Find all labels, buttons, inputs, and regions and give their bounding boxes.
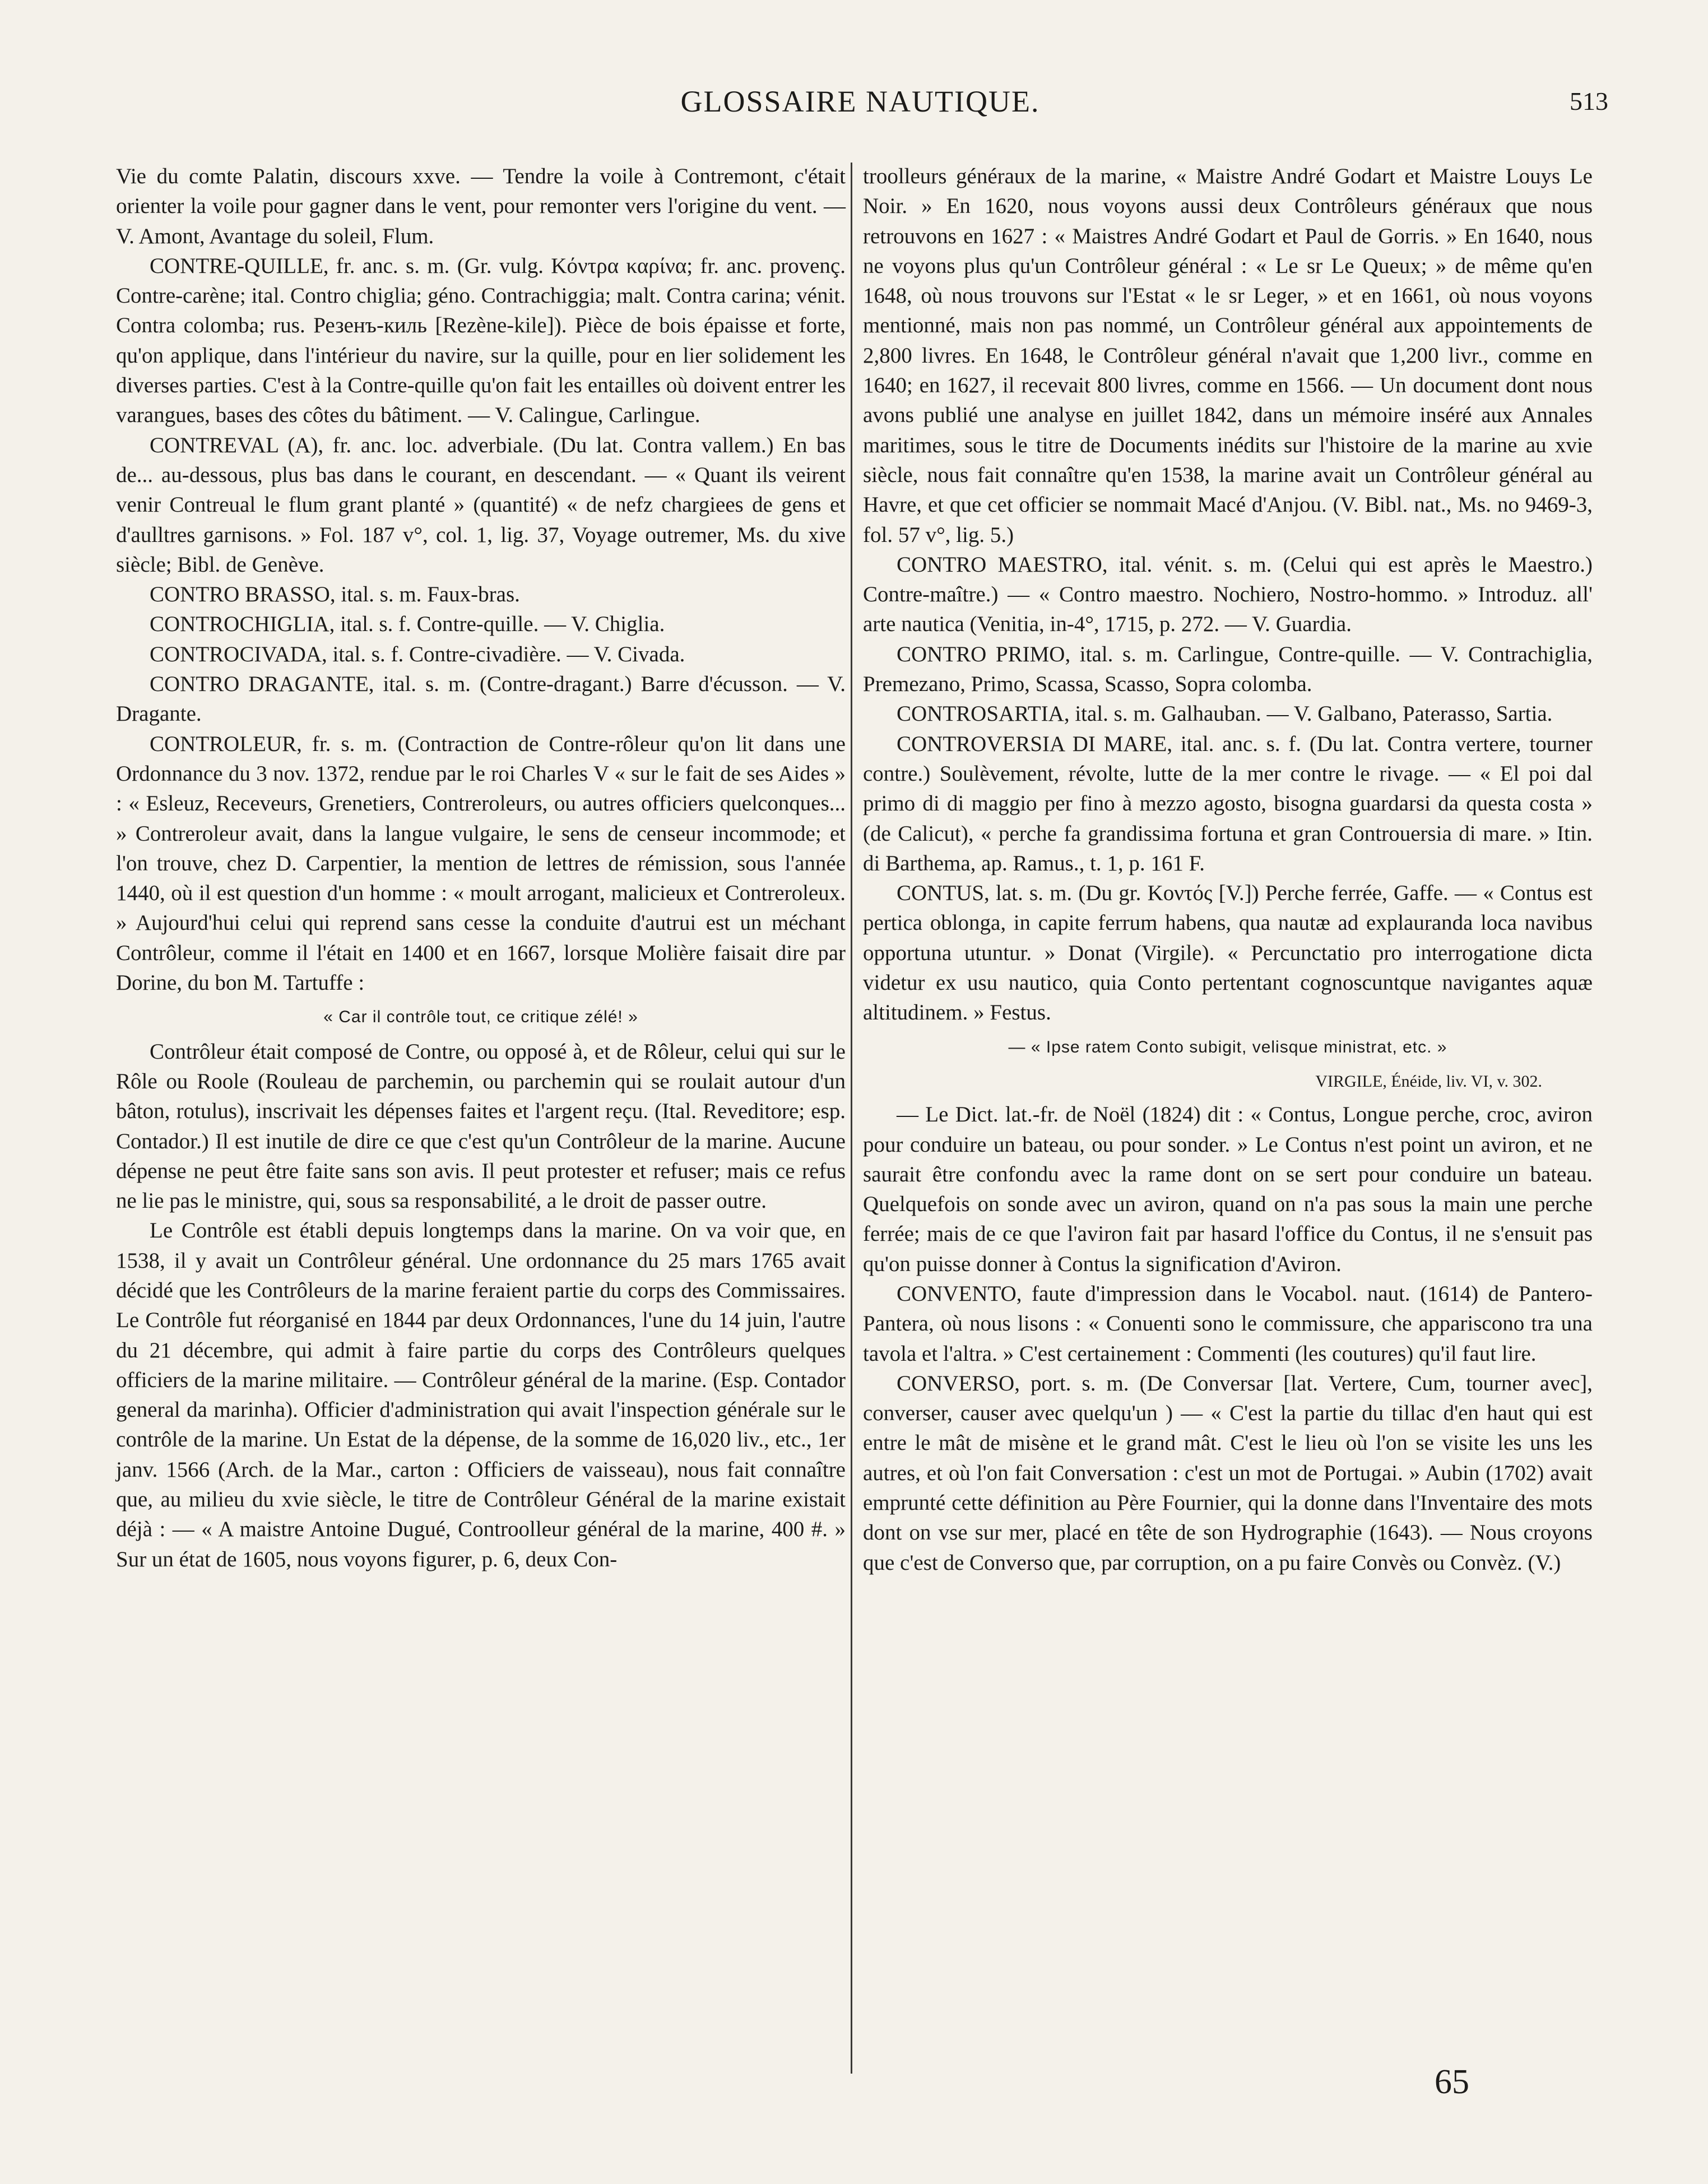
- entry-contro-dragante: CONTRO DRAGANTE, ital. s. m. (Contre-dragant.) Barre d'écusson. — V. Dragante.: [116, 672, 846, 726]
- continued-paragraph: Vie du comte Palatin, discours xxve. — Tendre la voile à Contremont, c'était orienter la voile pour gagner dans le vent, pour remonter vers l'origine du vent. — V. Amont, Avantage du soleil, Flum.: [116, 164, 846, 248]
- entry-controchiglia: CONTROCHIGLIA, ital. s. f. Contre-quille. — V. Chiglia.: [150, 612, 665, 637]
- left-column: [116, 161, 846, 1574]
- entry-controversia-di-mare: CONTROVERSIA DI MARE, ital. anc. s. f. (Du lat. Contra vertere, tourner contre.) Soulèvement, révolte, lutte de la mer contre le rivage. — « El poi dal primo di di maggio per fino à mezzo agosto, bisogna guardarsi da questa costa » (de Calicut), « perche fa grandissima fortuna et gran Controuersia di mare. » Itin. di Barthema, ap. Ramus., t. 1, p. 161 F.: [863, 731, 1593, 875]
- paragraph-controleur-etymology: Contrôleur était composé de Contre, ou opposé à, et de Rôleur, celui qui sur le Rôle ou Roole (Rouleau de parchemin, ou parchemin qui se roulait autour d'un bâton, rotulus), inscrivait les dépenses faites et l'argent reçu. (Ital. Reveditore; esp. Contador.) Il est inutile de dire ce que c'est qu'un Contrôleur de la marine. Aucune dépense ne peut être faite sans son avis. Il peut protester et refuser; mais ce refus ne lie pas le ministre, qui, sous sa responsabilité, a le droit de passer outre.: [116, 1039, 846, 1213]
- running-title: GLOSSAIRE NAUTIQUE.: [680, 85, 1040, 118]
- entry-contro-brasso: CONTRO BRASSO, ital. s. m. Faux-bras.: [150, 582, 520, 607]
- verse-quotation: « Car il contrôle tout, ce critique zélé! »: [323, 1008, 638, 1027]
- signature-mark: 65: [1435, 2063, 1469, 2101]
- verse-quotation-virgil: — « Ipse ratem Conto subigit, velisque ministrat, etc. »: [1008, 1037, 1447, 1056]
- entry-controsartia: CONTROSARTIA, ital. s. m. Galhauban. — V. Galbano, Paterasso, Sartia.: [897, 702, 1553, 726]
- right-column: [863, 161, 1593, 1578]
- page-number: 513: [1570, 87, 1608, 115]
- continued-paragraph-right: troolleurs généraux de la marine, « Maistre André Godart et Maistre Louys Le Noir. » En 1620, nous voyons aussi deux Contrôleurs généraux que nous retrouvons en 1627 : « Maistres André Godart et Paul de Gorris. » En 1640, nous ne voyons plus qu'un Contrôleur général : « Le sr Le Queux; » de même qu'en 1648, où nous trouvons sur l'Estat « le sr Leger, » et en 1661, où nous voyons mentionné, mais non pas nommé, un Contrôleur général aux appointements de 2,800 livres. En 1648, le Contrôleur général n'avait que 1,200 livr., comme en 1640; en 1627, il recevait 800 livres, comme en 1566. — Un document dont nous avons publié une analyse en juillet 1842, dans un mémoire inséré aux Annales maritimes, sous le titre de Documents inédits sur l'histoire de la marine au xvie siècle, nous fait connaître qu'en 1538, la marine avait un Contrôleur général au Havre, et que cet officier se nommait Macé d'Anjou. (V. Bibl. nat., Ms. no 9469-3, fol. 57 v°, lig. 5.): [863, 164, 1593, 547]
- page-header: [112, 84, 1608, 135]
- entry-contreval: CONTREVAL (A), fr. anc. loc. adverbiale. (Du lat. Contra vallem.) En bas de... au-dessous, plus bas dans le courant, en descendant. — « Quant ils veirent venir Contreual le flum grant planté » (quantité) « de nefz chargiees de gens et d'aulltres garnisons. » Fol. 187 v°, col. 1, lig. 37, Voyage outremer, Ms. du xive siècle; Bibl. de Genève.: [116, 433, 846, 577]
- entry-contre-quille: CONTRE-QUILLE, fr. anc. s. m. (Gr. vulg. Κόντρα καρίνα; fr. anc. provenç. Contre-carène; ital. Contro chiglia; géno. Contrachiggia; malt. Contra carina; vénit. Contra colomba; rus. Резенъ-киль [Rezène-kile]). Pièce de bois épaisse et forte, qu'on applique, dans l'intérieur du navire, sur la quille, pour en lier solidement les diverses parties. C'est à la Contre-quille qu'on fait les entailles où doivent entrer les varangues, bases des côtes du bâtiment. — V. Calingue, Carlingue.: [116, 253, 846, 428]
- paragraph-controle-history: Le Contrôle est établi depuis longtemps dans la marine. On va voir que, en 1538, il y avait un Contrôleur général. Une ordonnance du 25 mars 1765 avait décidé que les Contrôleurs de la marine feraient partie du corps des Commissaires. Le Contrôle fut réorganisé en 1844 par deux Ordonnances, l'une du 14 juin, l'autre du 21 décembre, qui admit à faire partie du corps des Contrôleurs quelques officiers de la marine militaire. — Contrôleur général de la marine. (Esp. Contador general da marinha). Officier d'administration qui avait l'inspection générale sur le contrôle de la marine. Un Estat de la dépense, de la somme de 16,020 liv., etc., 1er janv. 1566 (Arch. de la Mar., carton : Officiers de vaisseau), nous fait connaître que, au milieu du xvie siècle, le titre de Contrôleur Général de la marine existait déjà : — « A maistre Antoine Dugué, Controolleur général de la marine, 400 #. » Sur un état de 1605, nous voyons figurer, p. 6, deux Con-: [116, 1218, 846, 1571]
- entry-contro-primo: CONTRO PRIMO, ital. s. m. Carlingue, Contre-quille. — V. Contrachiglia, Premezano, Primo, Scassa, Scasso, Sopra colomba.: [863, 642, 1593, 697]
- entry-convento: CONVENTO, faute d'impression dans le Vocabol. naut. (1614) de Pantero-Pantera, où nous lisons : « Conuenti sono le commissure, che appariscono tra una tavola et l'altra. » C'est certainement : Commenti (les coutures) qu'il faut lire.: [863, 1281, 1593, 1366]
- paragraph-contus-noel: — Le Dict. lat.-fr. de Noël (1824) dit : « Contus, Longue perche, croc, aviron pour conduire un bateau, ou pour sonder. » Le Contus n'est point un aviron, et ne saurait être confondu avec la rame dont on se sert pour conduire un bateau. Quelquefois on sonde avec un aviron, quand on n'a pas sous la main une perche ferrée; mais de ce que l'aviron fait par hasard l'office du Contus, il ne s'ensuit pas qu'on puisse donner à Contus la signification d'Aviron.: [863, 1102, 1593, 1276]
- verse-source: VIRGILE, Énéide, liv. VI, v. 302.: [1315, 1072, 1542, 1091]
- entry-controleur: CONTROLEUR, fr. s. m. (Contraction de Contre-rôleur qu'on lit dans une Ordonnance du 3 nov. 1372, rendue par le roi Charles V « sur le fait de ses Aides » : « Esleuz, Receveurs, Grenetiers, Contreroleurs, ou autres officiers quelconques... » Contreroleur avait, dans la langue vulgaire, le sens de censeur incommode; et l'on trouve, chez D. Carpentier, la mention de lettres de rémission, sous l'année 1440, où il est question d'un homme : « moult arrogant, malicieux et Contreroleux. » Aujourd'hui celui qui reprend sans cesse la conduite d'autrui est un méchant Contrôleur, comme il l'était en 1400 et en 1667, lorsque Molière faisait dire par Dorine, du bon M. Tartuffe :: [116, 731, 846, 995]
- column-divider: [851, 163, 852, 2074]
- entry-contro-maestro: CONTRO MAESTRO, ital. vénit. s. m. (Celui qui est après le Maestro.) Contre-maître.) — « Contro maestro. Nochiero, Nostro-hommo. » Introduz. all' arte nautica (Venitia, in-4°, 1715, p. 272. — V. Guardia.: [863, 552, 1593, 637]
- entry-contus: CONTUS, lat. s. m. (Du gr. Κοντός [V.]) Perche ferrée, Gaffe. — « Contus est pertica oblonga, in capite ferrum habens, qua nautæ ad explauranda loca navibus opportuna utuntur. » Donat (Virgile). « Percunctatio pro interrogatione dicta videtur ex usu nautico, quia Conto pertentant cognoscuntque navigantes aquæ altitudinem. » Festus.: [863, 881, 1593, 1025]
- entry-converso: CONVERSO, port. s. m. (De Conversar [lat. Vertere, Cum, tourner avec], converser, causer avec quelqu'un ) — « C'est la partie du tillac d'en haut qui est entre le mât de misène et le grand mât. C'est le lieu où l'on se visite les uns les autres, et où l'on fait Conversation : c'est un mot de Portugai. » Aubin (1702) avait emprunté cette définition au Père Fournier, qui la donne dans l'Inventaire des mots dont on vse sur mer, placé en tête de son Hydrographie (1643). — Nous croyons que c'est de Converso que, par corruption, on a pu faire Convès ou Convèz. (V.): [863, 1371, 1593, 1575]
- entry-controcivada: CONTROCIVADA, ital. s. f. Contre-civadière. — V. Civada.: [150, 642, 685, 666]
